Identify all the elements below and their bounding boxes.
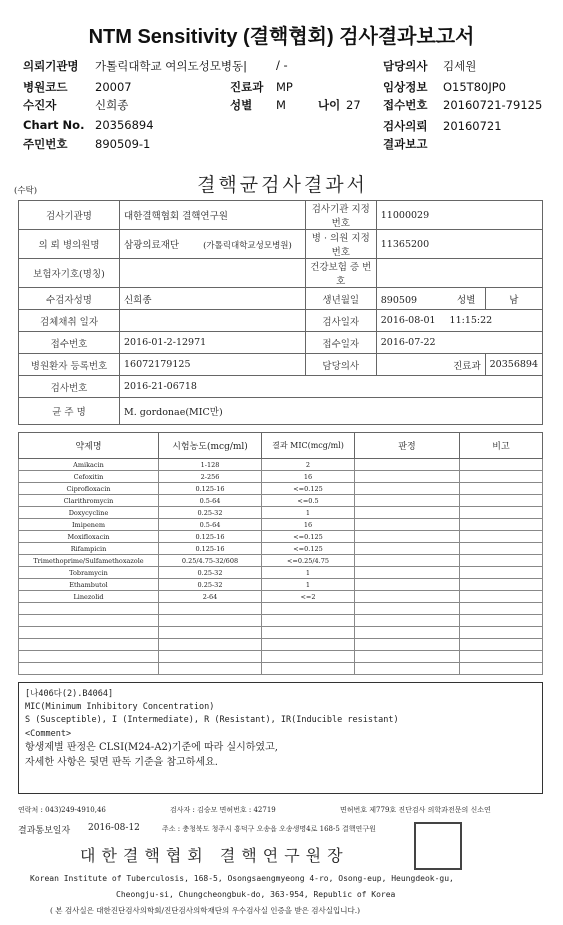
request-label: 검사의뢰 — [383, 119, 428, 133]
drug-note — [460, 579, 543, 591]
test-time-value: 11:15:22 — [449, 315, 493, 326]
test-date-value: 2016-08-01 — [380, 315, 436, 326]
test-date-cell — [376, 310, 542, 332]
col-drug: 약제명 — [19, 433, 159, 459]
drug-row — [19, 543, 543, 555]
chart-no-label: Chart No. — [23, 118, 85, 132]
official-seal — [414, 822, 462, 870]
collect-date-value — [120, 310, 306, 332]
empty-cell — [355, 663, 460, 675]
ssn-label: 주민번호 — [23, 137, 68, 151]
receipt-label: 접수번호 — [383, 98, 428, 112]
dob-value: 890509 — [380, 294, 418, 306]
header-row-chart — [23, 118, 154, 132]
header-row-doctor — [383, 58, 476, 74]
empty-cell — [159, 639, 262, 651]
age-label: 나이 — [318, 98, 341, 112]
drug-name: Moxifloxacin — [19, 531, 159, 543]
ref-hospital-value: 삼광의료재단 — [124, 240, 180, 251]
drug-note — [460, 459, 543, 471]
test-no-label: 검사번호 — [19, 376, 120, 398]
info-table — [18, 200, 543, 425]
empty-cell — [355, 627, 460, 639]
drug-row — [19, 591, 543, 603]
patient-value: 신희종 — [95, 98, 129, 112]
request-value: 20160721 — [443, 119, 502, 133]
chart-no-value: 20356894 — [95, 118, 154, 132]
sex-label: 성별 — [230, 98, 253, 112]
ref-hospital-label: 의 뢰 병의원명 — [19, 230, 120, 259]
drug-mic: 1 — [262, 579, 355, 591]
drug-judge — [355, 483, 460, 495]
drug-judge — [355, 591, 460, 603]
report-title: NTM Sensitivity (결핵협회) 검사결과보고서 — [88, 26, 475, 48]
header-row-ssn — [23, 136, 150, 152]
header-row-patient — [23, 97, 128, 113]
header-row-clinical — [383, 79, 506, 95]
drug-judge — [355, 471, 460, 483]
drug-range: 0.125-16 — [159, 483, 262, 495]
doc-doctor-label: 담당의사 — [305, 354, 376, 376]
drug-judge — [355, 543, 460, 555]
drug-name: Clarithromycin — [19, 495, 159, 507]
empty-cell — [262, 651, 355, 663]
test-date-label: 검사일자 — [305, 310, 376, 332]
drug-range: 0.5-64 — [159, 519, 262, 531]
clinical-label: 임상정보 — [383, 80, 428, 94]
scanned-report — [10, 162, 555, 922]
drug-name: Doxycycline — [19, 507, 159, 519]
empty-cell — [460, 663, 543, 675]
comment-line1: MIC(Minimum Inhibitory Concentration) — [25, 702, 215, 712]
drug-row — [19, 579, 543, 591]
empty-cell — [159, 615, 262, 627]
drug-judge — [355, 579, 460, 591]
ref-hospital-note: (가톨릭대학교성모병원) — [203, 241, 292, 251]
empty-cell — [460, 651, 543, 663]
physician-license: 면허번호 제779호 진단검사 의학과전문의 신소연 — [340, 806, 491, 814]
drug-note — [460, 495, 543, 507]
address: 주소 : 충청북도 청주시 흥덕구 오송읍 오송생명4로 168-5 결핵연구원 — [162, 825, 376, 833]
empty-row — [19, 627, 543, 639]
empty-cell — [159, 627, 262, 639]
ssn-value: 890509-1 — [95, 137, 151, 151]
drug-name: Imipenem — [19, 519, 159, 531]
doc-dept-label: 진료과 — [376, 354, 485, 376]
empty-cell — [460, 615, 543, 627]
strain-label: 균 주 명 — [19, 398, 120, 425]
empty-cell — [262, 663, 355, 675]
drug-judge — [355, 507, 460, 519]
sex-value: M — [276, 98, 286, 112]
drug-judge — [355, 519, 460, 531]
empty-cell — [460, 639, 543, 651]
doc-receipt-no-value: 2016-01-2-12971 — [120, 332, 306, 354]
empty-cell — [19, 663, 159, 675]
drug-mic: <=0.125 — [262, 531, 355, 543]
drug-mic: 16 — [262, 471, 355, 483]
certification-note: ( 본 검사실은 대한진단검사의학회/진단검사의학재단의 우수검사실 인증을 받은 검사실입니다.) — [50, 906, 361, 915]
drug-name: Rifampicin — [19, 543, 159, 555]
empty-cell — [19, 603, 159, 615]
drug-note — [460, 531, 543, 543]
drug-row — [19, 471, 543, 483]
drug-range: 0.25-32 — [159, 567, 262, 579]
drug-row — [19, 507, 543, 519]
collect-date-label: 검체채취 일자 — [19, 310, 120, 332]
test-no-value: 2016-21-06718 — [120, 376, 543, 398]
empty-cell — [19, 615, 159, 627]
drug-note — [460, 543, 543, 555]
col-range: 시험농도(mcg/ml) — [159, 433, 262, 459]
drug-range: 0.25/4.75-32/608 — [159, 555, 262, 567]
drug-mic: 1 — [262, 567, 355, 579]
drug-note — [460, 567, 543, 579]
header-row-receipt — [383, 97, 542, 113]
dept-value: MP — [276, 80, 293, 94]
drug-range: 0.125-16 — [159, 543, 262, 555]
drug-range: 1-128 — [159, 459, 262, 471]
org-value: 대한결핵협회 결핵연구원 — [120, 201, 306, 230]
drug-note — [460, 471, 543, 483]
report-date-value: 2016-08-12 — [88, 823, 140, 833]
drug-judge — [355, 555, 460, 567]
hosp-no-value: 11365200 — [376, 230, 542, 259]
empty-cell — [262, 603, 355, 615]
doctor-value: 김세원 — [443, 59, 477, 73]
doc-receipt-no-label: 접수번호 — [19, 332, 120, 354]
drug-judge — [355, 495, 460, 507]
consign-tag: (수탁) — [14, 186, 38, 196]
receipt-date-label: 접수일자 — [305, 332, 376, 354]
drug-name: Ethambutol — [19, 579, 159, 591]
drug-range: 2-64 — [159, 591, 262, 603]
age-value: 27 — [346, 98, 361, 112]
header-row-age — [318, 97, 361, 113]
patient-reg-value: 16072179125 — [120, 354, 306, 376]
empty-row — [19, 651, 543, 663]
drug-row — [19, 519, 543, 531]
english-address-1: Korean Institute of Tuberculosis, 168-5, Osongsaengmyeong 4-ro, Osong-eup, Heungdeok-gu, — [30, 874, 454, 883]
drug-row — [19, 495, 543, 507]
doctor-label: 담당의사 — [383, 59, 428, 73]
examinee-value: 신희종 — [120, 288, 306, 310]
drug-note — [460, 519, 543, 531]
patient-label: 수진자 — [23, 98, 57, 112]
drug-mic: 2 — [262, 459, 355, 471]
col-judge: 판정 — [355, 433, 460, 459]
drug-row — [19, 459, 543, 471]
examiner: 검사자 : 김승모 면허번호 : 42719 — [170, 806, 276, 814]
drug-note — [460, 591, 543, 603]
col-mic: 결과 MIC(mcg/ml) — [262, 433, 355, 459]
header-row-code — [23, 79, 132, 95]
hospital-code-label: 병원코드 — [23, 80, 68, 94]
drug-range: 0.125-16 — [159, 531, 262, 543]
empty-cell — [19, 651, 159, 663]
drug-range: 0.25-32 — [159, 507, 262, 519]
drug-name: Linezolid — [19, 591, 159, 603]
empty-row — [19, 615, 543, 627]
empty-cell — [355, 651, 460, 663]
header-row-result — [383, 136, 443, 152]
strain-value: M. gordonae(MIC만) — [120, 398, 543, 425]
slash-value: / - — [276, 58, 288, 72]
drug-mic: <=0.25/4.75 — [262, 555, 355, 567]
hospital-label: 의뢰기관명 — [23, 59, 79, 73]
empty-cell — [262, 627, 355, 639]
drug-table — [18, 432, 543, 675]
drug-name: Tobramycin — [19, 567, 159, 579]
receipt-value: 20160721-79125 — [443, 98, 543, 112]
doc-heading: 결핵균검사결과서 — [197, 174, 368, 196]
header-row-dept — [230, 79, 293, 95]
header-row-sex — [230, 97, 286, 113]
org-no-value: 11000029 — [376, 201, 542, 230]
empty-cell — [159, 663, 262, 675]
hospital-code-value: 20007 — [95, 80, 132, 94]
contact: 연락처 : 043)249-4910,46 — [18, 806, 106, 814]
empty-cell — [19, 627, 159, 639]
examinee-label: 수검자성명 — [19, 288, 120, 310]
drug-judge — [355, 531, 460, 543]
empty-row — [19, 663, 543, 675]
comment-box — [18, 682, 543, 794]
dept-label: 진료과 — [230, 80, 264, 94]
empty-cell — [355, 603, 460, 615]
result-report-label: 결과보고 — [383, 137, 428, 151]
drug-range: 0.25-32 — [159, 579, 262, 591]
drug-mic: <=0.125 — [262, 543, 355, 555]
report-date-label: 결과통보일자 — [18, 826, 71, 836]
drug-row — [19, 531, 543, 543]
dob-label: 생년월일 — [305, 288, 376, 310]
empty-cell — [262, 639, 355, 651]
dob-cell — [376, 288, 485, 310]
empty-cell — [355, 615, 460, 627]
comment-line4: 항생제별 판정은 CLSI(M24-A2)기준에 따라 실시하였고, — [25, 742, 278, 753]
comment-code: [나406다(2).B4064] — [25, 689, 114, 699]
drug-mic: <=2 — [262, 591, 355, 603]
hosp-no-label: 병 · 의원 지정번호 — [305, 230, 376, 259]
insurer-label: 보험자기호(명칭) — [19, 259, 120, 288]
drug-name: Cefoxitin — [19, 471, 159, 483]
drug-note — [460, 483, 543, 495]
drug-mic: <=0.5 — [262, 495, 355, 507]
drug-judge — [355, 567, 460, 579]
empty-cell — [262, 615, 355, 627]
drug-judge — [355, 459, 460, 471]
comment-line3: <Comment> — [25, 729, 72, 739]
ref-hospital-cell — [120, 230, 306, 259]
org-no-label: 검사기관 지정번호 — [305, 201, 376, 230]
drug-row — [19, 567, 543, 579]
empty-cell — [460, 627, 543, 639]
clinical-value: O15T80JP0 — [443, 80, 506, 94]
insurance-card-value — [376, 259, 542, 288]
doc-sex-value: 남 — [485, 288, 542, 310]
doc-dept-value: 20356894 — [485, 354, 542, 376]
header-row-request — [383, 118, 502, 134]
drug-name: Amikacin — [19, 459, 159, 471]
empty-row — [19, 603, 543, 615]
comment-line5: 자세한 사항은 뒷면 판독 기준을 참고하세요. — [25, 757, 218, 768]
english-address-2: Cheongju-si, Chungcheongbuk-do, 363-954, Republic of Korea — [116, 890, 396, 899]
empty-cell — [159, 603, 262, 615]
drug-row — [19, 483, 543, 495]
drug-note — [460, 507, 543, 519]
drug-note — [460, 555, 543, 567]
col-note: 비고 — [460, 433, 543, 459]
drug-range: 2-256 — [159, 471, 262, 483]
header-row-hospital — [23, 58, 247, 74]
insurer-value — [120, 259, 306, 288]
patient-reg-label: 병원환자 등록번호 — [19, 354, 120, 376]
empty-cell — [159, 651, 262, 663]
drug-mic: <=0.125 — [262, 483, 355, 495]
drug-mic: 1 — [262, 507, 355, 519]
empty-row — [19, 639, 543, 651]
drug-name: Trimethoprime/Sulfamethoxazole — [19, 555, 159, 567]
institute-name: 대한결핵협회 결핵연구원장 — [80, 846, 349, 865]
receipt-date-value: 2016-07-22 — [376, 332, 542, 354]
drug-mic: 16 — [262, 519, 355, 531]
doc-sex-label: 성별 — [457, 294, 476, 306]
comment-line2: S (Susceptible), I (Intermediate), R (Resistant), IR(Inducible resistant) — [25, 715, 399, 725]
empty-cell — [460, 603, 543, 615]
insurance-card-label: 건강보험 증 번 호 — [305, 259, 376, 288]
empty-cell — [19, 639, 159, 651]
drug-table-body — [19, 459, 543, 675]
drug-row — [19, 555, 543, 567]
org-label: 검사기관명 — [19, 201, 120, 230]
empty-cell — [355, 639, 460, 651]
hospital-value: 가톨릭대학교 여의도성모병동| — [95, 59, 247, 73]
drug-name: Ciprofloxacin — [19, 483, 159, 495]
drug-range: 0.5-64 — [159, 495, 262, 507]
